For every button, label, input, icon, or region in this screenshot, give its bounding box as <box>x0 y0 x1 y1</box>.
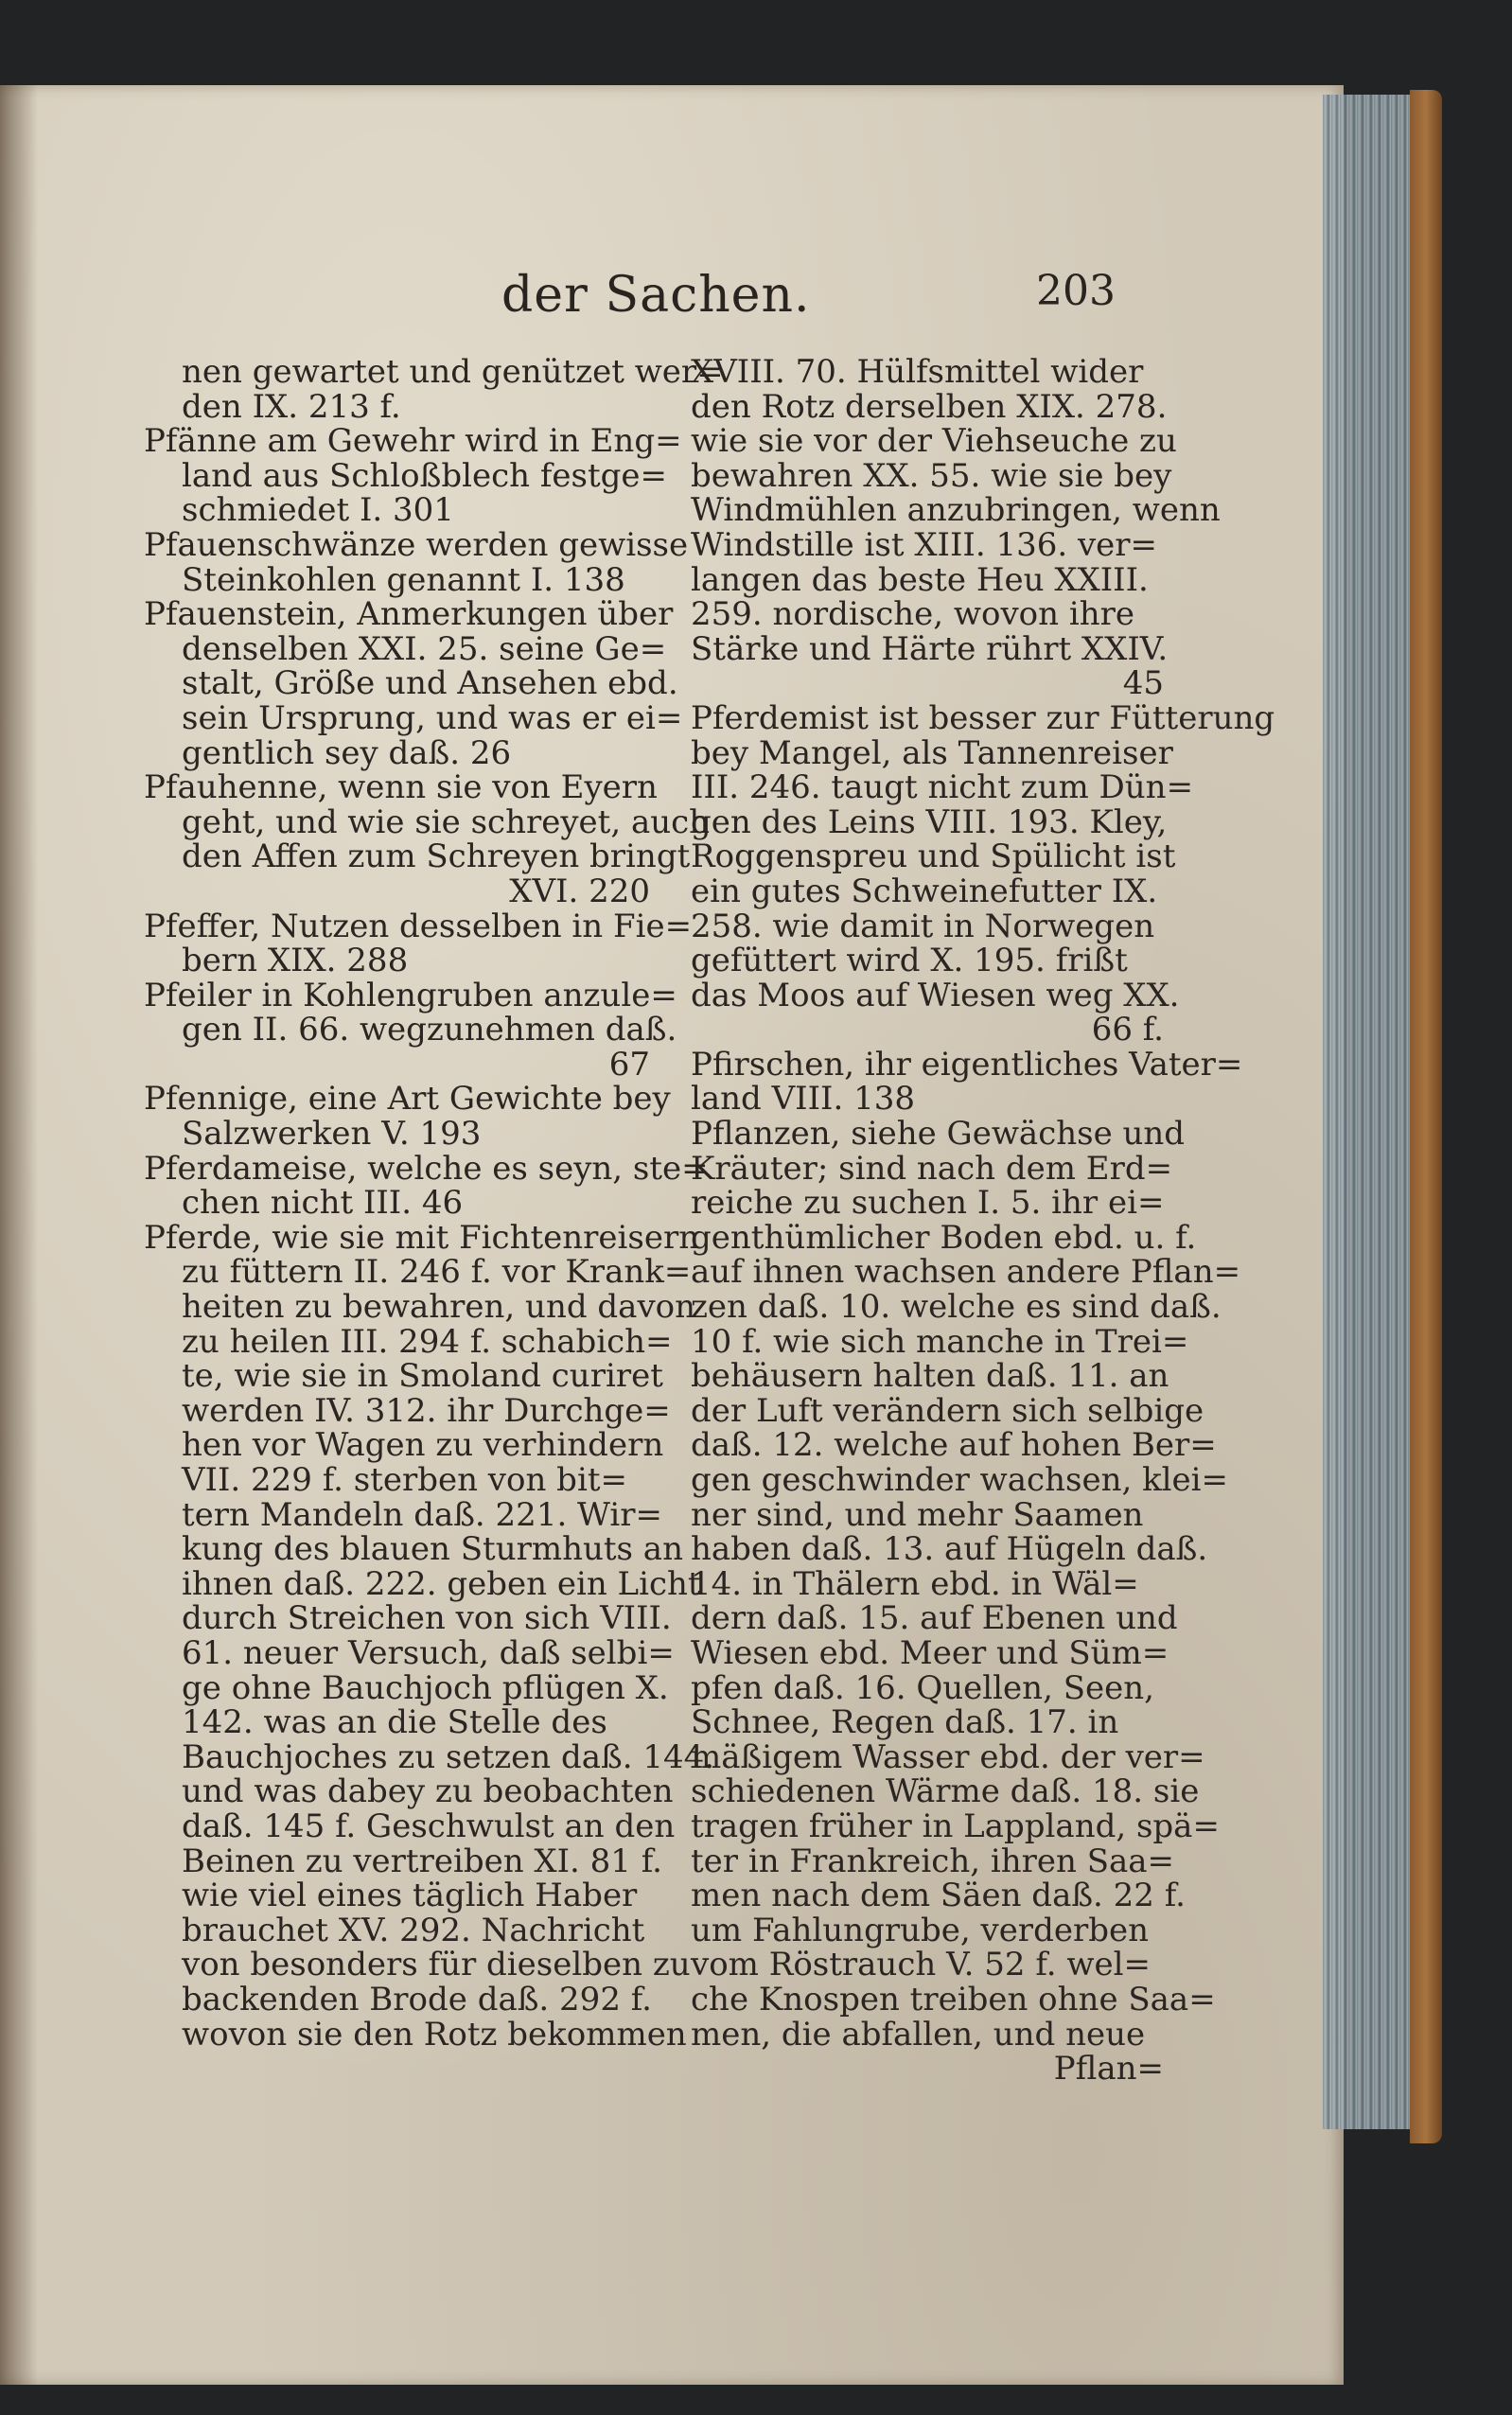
index-line: land aus Schloßblech festge= <box>182 456 668 495</box>
index-line: daß. 145 f. Geschwulst an den <box>182 1807 676 1845</box>
index-line: ter in Frankreich, ihren Saa= <box>691 1842 1175 1880</box>
index-line: gefüttert wird X. 195. frißt <box>691 942 1128 980</box>
index-line: vom Röstrauch V. 52 f. wel= <box>691 1946 1151 1984</box>
index-line: 259. nordische, wovon ihre <box>691 595 1134 634</box>
page-number: 203 <box>1036 267 1116 315</box>
page-header <box>142 267 1183 324</box>
index-line: ge ohne Bauchjoch pflügen X. <box>182 1668 669 1707</box>
index-line: Pfänne am Gewehr wird in Eng= <box>144 422 682 461</box>
index-line: men nach dem Säen daß. 22 f. <box>691 1877 1186 1915</box>
index-line: pfen daß. 16. Quellen, Seen, <box>691 1668 1154 1707</box>
index-line: schiedenen Wärme daß. 18. sie <box>691 1772 1200 1811</box>
index-line: gen geschwinder wachsen, klei= <box>691 1461 1229 1499</box>
index-line: auf ihnen wachsen andere Pflan= <box>691 1253 1241 1292</box>
index-line: Wiesen ebd. Meer und Süm= <box>691 1633 1169 1672</box>
index-line: backenden Brode daß. 292 f. <box>182 1980 652 2018</box>
index-line: durch Streichen von sich VIII. <box>182 1599 672 1638</box>
index-line: heiten zu bewahren, und davon <box>182 1288 696 1327</box>
index-line: das Moos auf Wiesen weg XX. <box>691 976 1180 1014</box>
index-line: 66 f. <box>1091 1011 1164 1049</box>
index-line: wie viel eines täglich Haber <box>182 1877 638 1915</box>
index-line: 10 f. wie sich manche in Trei= <box>691 1322 1189 1361</box>
index-line: Stärke und Härte rührt XXIV. <box>691 629 1169 668</box>
index-line: bey Mangel, als Tannenreiser <box>691 733 1173 772</box>
index-line: tern Mandeln daß. 221. Wir= <box>182 1495 663 1534</box>
index-line: gentlich sey daß. 26 <box>182 733 512 772</box>
index-line: XVIII. 70. Hülfsmittel wider <box>691 353 1144 391</box>
index-line: Pflanzen, siehe Gewächse und <box>691 1115 1186 1154</box>
index-line: III. 246. taugt nicht zum Dün= <box>691 768 1194 807</box>
index-line: che Knospen treiben ohne Saa= <box>691 1980 1216 2018</box>
index-line: reiche zu suchen I. 5. ihr ei= <box>691 1184 1165 1223</box>
index-line: te, wie sie in Smoland curiret <box>182 1357 663 1396</box>
index-line: 45 <box>1122 664 1164 703</box>
index-line: denselben XXI. 25. seine Ge= <box>182 629 667 668</box>
index-line: Pfirschen, ihr eigentliches Vater= <box>691 1045 1243 1084</box>
index-line: ein gutes Schweinefutter IX. <box>691 872 1158 910</box>
left-index-column <box>144 353 724 2054</box>
index-line: zu füttern II. 246 f. vor Krank= <box>182 1253 692 1292</box>
index-line: Kräuter; sind nach dem Erd= <box>691 1149 1173 1188</box>
index-line: 14. in Thälern ebd. in Wäl= <box>691 1564 1139 1603</box>
index-line: stalt, Größe und Ansehen ebd. <box>182 664 678 703</box>
index-line: den Affen zum Schreyen bringt <box>182 837 691 876</box>
running-head: der Sachen. <box>501 267 811 324</box>
index-line: zu heilen III. 294 f. schabich= <box>182 1322 673 1361</box>
index-line: geht, und wie sie schreyet, auch <box>182 802 711 841</box>
index-line: nen gewartet und genützet wer= <box>182 353 724 391</box>
index-line: von besonders für dieselben zu <box>182 1946 691 1984</box>
index-line: Pferde, wie sie mit Fichtenreisern <box>144 1218 700 1257</box>
index-line: langen das beste Heu XXIII. <box>691 560 1149 599</box>
index-line: werden IV. 312. ihr Durchge= <box>182 1391 671 1430</box>
index-line: Pfauenstein, Anmerkungen über <box>144 595 674 634</box>
index-line: XVI. 220 <box>509 872 650 910</box>
index-line: brauchet XV. 292. Nachricht <box>182 1911 645 1949</box>
index-line: hen vor Wagen zu verhindern <box>182 1426 664 1465</box>
index-line: wie sie vor der Viehseuche zu <box>691 422 1177 461</box>
index-line: Pflan= <box>1053 2050 1164 2089</box>
index-line: Pferdemist ist besser zur Fütterung <box>691 698 1275 737</box>
index-line: um Fahlungrube, verderben <box>691 1911 1149 1949</box>
index-line: Roggenspreu und Spülicht ist <box>691 837 1176 876</box>
index-line: bewahren XX. 55. wie sie bey <box>691 456 1172 495</box>
index-line: und was dabey zu beobachten <box>182 1772 674 1811</box>
index-line: mäßigem Wasser ebd. der ver= <box>691 1737 1205 1776</box>
index-line: Pfennige, eine Art Gewichte bey <box>144 1080 671 1119</box>
index-line: genthümlicher Boden ebd. u. f. <box>691 1218 1197 1257</box>
gutter-shadow <box>0 85 38 2385</box>
index-line: chen nicht III. 46 <box>182 1184 464 1223</box>
index-line: schmiedet I. 301 <box>182 491 454 530</box>
index-line: Beinen zu vertreiben XI. 81 f. <box>182 1842 662 1880</box>
index-line: land VIII. 138 <box>691 1080 915 1119</box>
index-line: 61. neuer Versuch, daß selbi= <box>182 1633 675 1672</box>
book-cover-edge <box>1410 90 1442 2143</box>
index-line: Pferdameise, welche es seyn, ste= <box>144 1149 709 1188</box>
index-line: behäusern halten daß. 11. an <box>691 1357 1169 1396</box>
index-line: Pfauhenne, wenn sie von Eyern <box>144 768 658 807</box>
index-line: zen daß. 10. welche es sind daß. <box>691 1288 1222 1327</box>
index-line: 142. was an die Stelle des <box>182 1703 607 1742</box>
index-line: Bauchjoches zu setzen daß. 144. <box>182 1737 715 1776</box>
index-line: 67 <box>608 1045 650 1084</box>
index-line: Pfeiler in Kohlengruben anzule= <box>144 976 677 1014</box>
index-line: VII. 229 f. sterben von bit= <box>182 1461 627 1499</box>
index-line: wovon sie den Rotz bekommen <box>182 2015 687 2054</box>
index-line: gen des Leins VIII. 193. Kley, <box>691 802 1168 841</box>
index-line: Salzwerken V. 193 <box>182 1115 482 1154</box>
index-line: haben daß. 13. auf Hügeln daß. <box>691 1530 1208 1569</box>
index-line: den Rotz derselben XIX. 278. <box>691 387 1168 426</box>
right-index-column <box>691 353 1275 2089</box>
index-line: Steinkohlen genannt I. 138 <box>182 560 625 599</box>
index-line: der Luft verändern sich selbige <box>691 1391 1204 1430</box>
index-line: Pfeffer, Nutzen desselben in Fie= <box>144 907 693 945</box>
index-line: men, die abfallen, und neue <box>691 2015 1146 2054</box>
index-line: bern XIX. 288 <box>182 942 409 980</box>
index-line: ner sind, und mehr Saamen <box>691 1495 1144 1534</box>
index-line: Pfauenschwänze werden gewisse <box>144 525 689 564</box>
index-line: daß. 12. welche auf hohen Ber= <box>691 1426 1217 1465</box>
index-line: gen II. 66. wegzunehmen daß. <box>182 1011 677 1049</box>
index-line: Windmühlen anzubringen, wenn <box>691 491 1221 530</box>
index-line: tragen früher in Lappland, spä= <box>691 1807 1220 1845</box>
index-line: sein Ursprung, und was er ei= <box>182 698 683 737</box>
index-line: den IX. 213 f. <box>182 387 401 426</box>
index-line: Windstille ist XIII. 136. ver= <box>691 525 1158 564</box>
index-line: ihnen daß. 222. geben ein Licht <box>182 1564 701 1603</box>
index-line: dern daß. 15. auf Ebenen und <box>691 1599 1178 1638</box>
index-line: kung des blauen Sturmhuts an <box>182 1530 683 1569</box>
index-line: Schnee, Regen daß. 17. in <box>691 1703 1119 1742</box>
index-line: 258. wie damit in Norwegen <box>691 907 1155 945</box>
